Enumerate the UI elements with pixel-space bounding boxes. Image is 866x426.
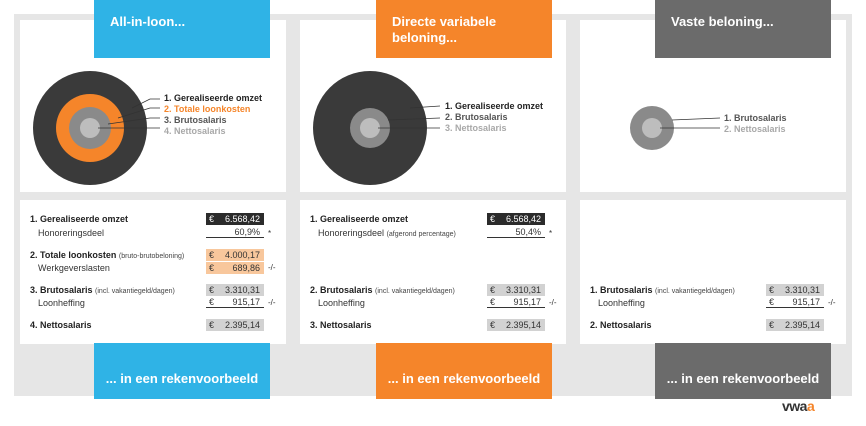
label-loonheffing-3: Loonheffing (598, 298, 645, 308)
value-honoreringsdeel: 60,9% (206, 226, 264, 238)
legend-item: 3. Brutosalaris (164, 115, 227, 125)
minus-mark: -/- (268, 298, 276, 307)
value-brutosalaris: € 3.310,31 (206, 284, 264, 296)
label-brutosalaris-2: 2. Brutosalaris (incl. vakantiegeld/dagen) (310, 285, 455, 295)
legend-item: 2. Brutosalaris (445, 112, 508, 122)
label-honoreringsdeel: Honoreringsdeel (38, 228, 105, 238)
value-loonheffing: € 915,17 (206, 296, 264, 308)
legend-item: 2. Totale loonkosten (164, 104, 251, 114)
minus-mark: -/- (268, 263, 276, 272)
label-nettosalaris: 4. Nettosalaris (30, 320, 92, 330)
label-loonheffing-2: Loonheffing (318, 298, 365, 308)
circle-diagrams (0, 0, 866, 200)
value-brutosalaris-2: € 3.310,31 (487, 284, 545, 296)
legend-panel-2 (445, 101, 543, 134)
asterisk-mark: * (268, 229, 272, 238)
label-honoreringsdeel-2: Honoreringsdeel (afgerond percentage) (318, 228, 456, 238)
label-werkgeverslasten: Werkgeverslasten (38, 263, 110, 273)
label-nettosalaris-2: 3. Nettosalaris (310, 320, 372, 330)
label-gerealiseerde-omzet-2: 1. Gerealiseerde omzet (310, 214, 409, 224)
label-loonheffing: Loonheffing (38, 298, 85, 308)
asterisk-mark: * (549, 229, 553, 238)
label-totale-loonkosten: 2. Totale loonkosten (bruto-brutobeloning) (30, 250, 185, 260)
value-loonheffing-2: € 915,17 (487, 296, 545, 308)
value-nettosalaris-3: € 2.395,14 (766, 319, 824, 331)
label-nettosalaris-3: 2. Nettosalaris (590, 320, 652, 330)
circle-nettosalaris (80, 118, 100, 138)
tab-vaste-beloning: Vaste beloning... (655, 0, 831, 58)
value-gerealiseerde-omzet-2: € 6.568,42 (487, 213, 545, 225)
legend-item: 4. Nettosalaris (164, 126, 226, 136)
footer-rekenvoorbeeld-3: ... in een rekenvoorbeeld (655, 343, 831, 399)
circle-nettosalaris-3 (642, 118, 662, 138)
label-gerealiseerde-omzet: 1. Gerealiseerde omzet (30, 214, 129, 224)
minus-mark: -/- (828, 298, 836, 307)
label-brutosalaris: 3. Brutosalaris (incl. vakantiegeld/dagen) (30, 285, 175, 295)
legend-panel-1 (164, 93, 262, 137)
legend-item: 2. Nettosalaris (724, 124, 786, 134)
circle-nettosalaris-2 (360, 118, 380, 138)
tab-directe-variabele-beloning: Directe variabele beloning... (376, 0, 552, 58)
legend-item: 1. Brutosalaris (724, 113, 787, 123)
value-werkgeverslasten: € 689,86 (206, 262, 264, 274)
value-brutosalaris-3: € 3.310,31 (766, 284, 824, 296)
legend-item: 1. Gerealiseerde omzet (445, 101, 544, 111)
value-totale-loonkosten: € 4.000,17 (206, 249, 264, 261)
footer-rekenvoorbeeld-2: ... in een rekenvoorbeeld (376, 343, 552, 399)
value-loonheffing-3: € 915,17 (766, 296, 824, 308)
minus-mark: -/- (549, 298, 557, 307)
value-nettosalaris: € 2.395,14 (206, 319, 264, 331)
value-gerealiseerde-omzet: € 6.568,42 (206, 213, 264, 225)
value-nettosalaris-2: € 2.395,14 (487, 319, 545, 331)
label-brutosalaris-3: 1. Brutosalaris (incl. vakantiegeld/dagen) (590, 285, 735, 295)
legend-panel-3 (724, 113, 787, 135)
legend-item: 3. Nettosalaris (445, 123, 507, 133)
tab-all-in-loon: All-in-loon... (94, 0, 270, 58)
footer-rekenvoorbeeld-1: ... in een rekenvoorbeeld (94, 343, 270, 399)
value-honoreringsdeel-2: 50,4% (487, 226, 545, 238)
legend-item: 1. Gerealiseerde omzet (164, 93, 263, 103)
vwa-logo: vwaa (782, 398, 815, 414)
